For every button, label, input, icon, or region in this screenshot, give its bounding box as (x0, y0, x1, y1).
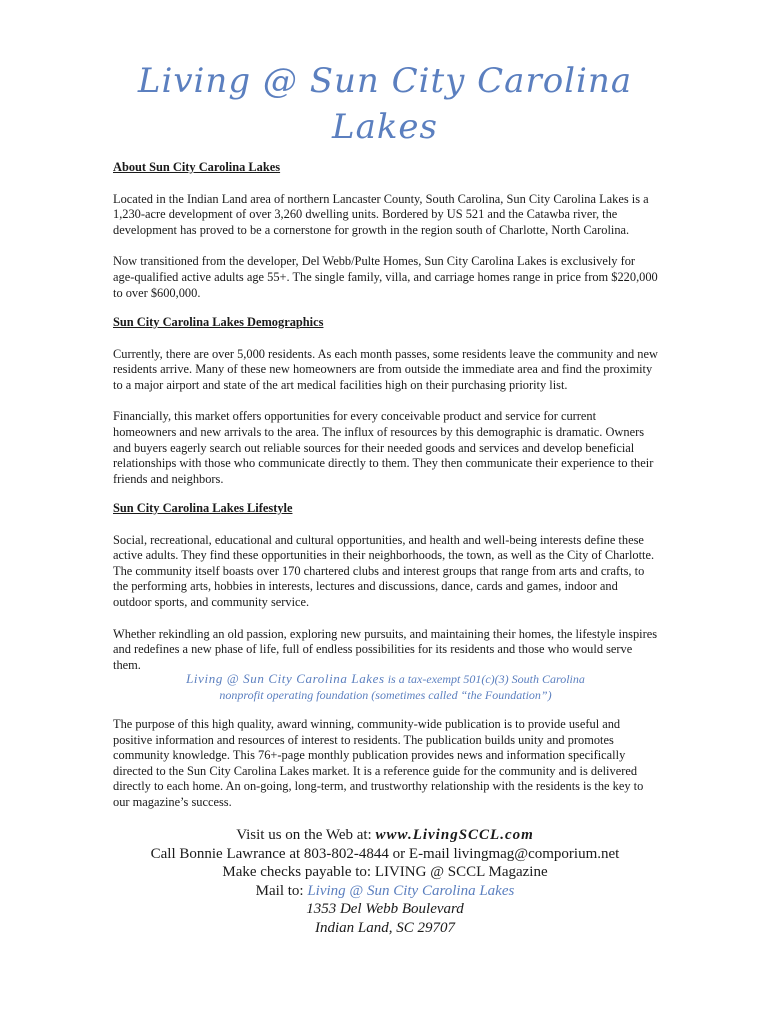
website-link[interactable]: www.LivingSCCL.com (375, 827, 534, 843)
demographics-heading: Sun City Carolina Lakes Demographics (113, 315, 324, 329)
contact-block (80, 826, 690, 937)
notice-line-1 (113, 671, 658, 688)
demographics-paragraph-1: Currently, there are over 5,000 residents. As each month passes, some residents leave the community and new residents arrive. Many of these new homeowners are from outside the immediate area and find the proximity to a major airport and state of the art medical facilities high on their purchasing priority list. (113, 346, 658, 392)
lifestyle-section (113, 501, 658, 673)
mail-name: Living @ Sun City Carolina Lakes (307, 882, 515, 899)
notice-line-2: nonprofit operating foundation (sometimes called “the Foundation”) (219, 687, 552, 702)
foundation-notice (113, 671, 658, 703)
address-line-1: 1353 Del Webb Boulevard (306, 901, 464, 917)
lifestyle-paragraph-2: Whether rekindling an old passion, exploring new pursuits, and maintaining their homes, the lifestyle inspires and redefines a new phase of life, full of endless possibilities for its residents and those who would serve them. (113, 626, 658, 672)
purpose-section (113, 717, 658, 811)
address-line-2: Indian Land, SC 29707 (314, 919, 455, 936)
call-line: Call Bonnie Lawrance at 803-802-4844 or E-mail livingmag@comporium.net (150, 845, 620, 862)
mail-line (80, 882, 690, 901)
web-label: Visit us on the Web at: (236, 827, 376, 843)
about-section (113, 160, 658, 301)
purpose-paragraph: The purpose of this high quality, award winning, community-wide publication is to provide useful and positive information and resources of interest to residents. The publication builds unity and promotes community knowledge. This 76+-page monthly publication provides news and information specifically directed to the Sun City Carolina Lakes market. It is a reference guide for the community and is delivered directly to each home. An on-going, long-term, and trustworthy relationship with the residents is the key to our magazine’s success. (113, 717, 644, 809)
web-line (80, 826, 690, 845)
about-heading: About Sun City Carolina Lakes (113, 160, 281, 174)
notice-org-name: Living @ Sun City Carolina Lakes (186, 671, 385, 686)
about-paragraph-1: Located in the Indian Land area of northern Lancaster County, South Carolina, Sun City Carolina Lakes is a 1,230-acre development of over 3,260 dwelling units. Bordered by US 521 and the Catawba river, the development has proved to be a cornerstone for growth in the region south of Charlotte, North Carolina. (113, 191, 649, 237)
mail-label: Mail to: (255, 882, 308, 899)
lifestyle-heading: Sun City Carolina Lakes Lifestyle (113, 501, 293, 515)
notice-line-1-text: is a tax-exempt 501(c)(3) South Carolina (384, 672, 585, 686)
lifestyle-paragraph-1: Social, recreational, educational and cultural opportunities, and health and well-being interests define these active adults. They find these opportunities in their neighborhoods, the town, as well as the City of Charlotte. The community itself boasts over 170 chartered clubs and interest groups that range from arts and crafts, to the performing arts, hobbies in interests, lectures and discussions, dance, cards and games, indoor and outdoor sports, and community service. (113, 532, 655, 609)
checks-line: Make checks payable to: LIVING @ SCCL Magazine (222, 864, 548, 880)
demographics-section (113, 315, 658, 487)
about-paragraph-2: Now transitioned from the developer, Del Webb/Pulte Homes, Sun City Carolina Lakes is exclusively for age-qualified active adults age 55+. The single family, villa, and carriage homes range in price from $220,000 to over $600,000. (113, 254, 658, 300)
demographics-paragraph-2: Financially, this market offers opportunities for every conceivable product and service for current homeowners and new arrivals to the area. The influx of resources by this demographic is dramatic. Owners and buyers eagerly search out reliable sources for their needed goods and services and develop beneficial relationships with those who communicate directly to them. They then communicate their experience to their friends and neighbors. (113, 409, 654, 486)
page-title: Living @ Sun City Carolina Lakes (137, 61, 633, 147)
